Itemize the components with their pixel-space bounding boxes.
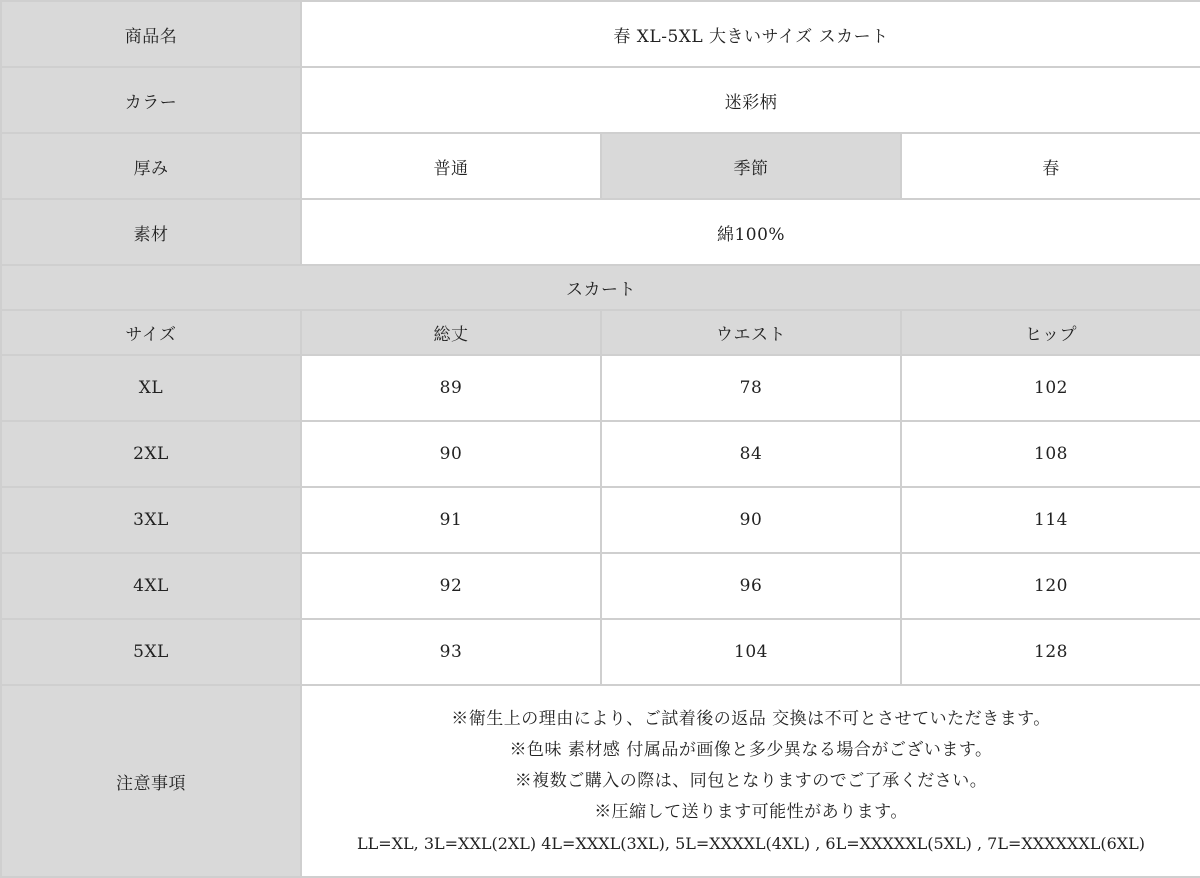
thickness-label: 厚み <box>1 133 301 199</box>
notes-content <box>301 685 1200 877</box>
waist-cell: 90 <box>601 487 901 553</box>
thickness-season-row <box>1 133 1200 199</box>
header-size: サイズ <box>1 310 301 355</box>
material-label: 素材 <box>1 199 301 265</box>
size-cell: 4XL <box>1 553 301 619</box>
total-length-cell: 90 <box>301 421 601 487</box>
product-name-label: 商品名 <box>1 1 301 67</box>
color-label: カラー <box>1 67 301 133</box>
total-length-cell: 93 <box>301 619 601 685</box>
hip-cell: 120 <box>901 553 1200 619</box>
note-line: ※圧縮して送ります可能性があります。 <box>594 801 908 822</box>
size-cell: 5XL <box>1 619 301 685</box>
total-length-cell: 91 <box>301 487 601 553</box>
waist-cell: 96 <box>601 553 901 619</box>
note-line: ※複数ご購入の際は、同包となりますのでご了承ください。 <box>514 770 988 791</box>
hip-cell: 102 <box>901 355 1200 421</box>
table-row <box>1 553 1200 619</box>
size-table-title-row <box>1 265 1200 310</box>
hip-cell: 128 <box>901 619 1200 685</box>
table-row <box>1 487 1200 553</box>
product-name-value: 春 XL-5XL 大きいサイズ スカート <box>301 1 1200 67</box>
material-value: 綿100% <box>301 199 1200 265</box>
table-row <box>1 355 1200 421</box>
note-line: ※衛生上の理由により、ご試着後の返品 交換は不可とさせていただきます。 <box>451 708 1051 729</box>
note-line: ※色味 素材感 付属品が画像と多少異なる場合がございます。 <box>509 739 993 760</box>
size-header-row <box>1 310 1200 355</box>
total-length-cell: 92 <box>301 553 601 619</box>
season-value: 春 <box>901 133 1200 199</box>
notes-row <box>1 685 1200 877</box>
waist-cell: 84 <box>601 421 901 487</box>
size-cell: 3XL <box>1 487 301 553</box>
table-row <box>1 421 1200 487</box>
header-total-length: 総丈 <box>301 310 601 355</box>
size-cell: 2XL <box>1 421 301 487</box>
hip-cell: 108 <box>901 421 1200 487</box>
color-value: 迷彩柄 <box>301 67 1200 133</box>
hip-cell: 114 <box>901 487 1200 553</box>
notes-label: 注意事項 <box>1 685 301 877</box>
total-length-cell: 89 <box>301 355 601 421</box>
waist-cell: 104 <box>601 619 901 685</box>
table-row <box>1 619 1200 685</box>
header-hip: ヒップ <box>901 310 1200 355</box>
header-waist: ウエスト <box>601 310 901 355</box>
color-row <box>1 67 1200 133</box>
size-table-title: スカート <box>1 265 1200 310</box>
product-name-row <box>1 1 1200 67</box>
thickness-value: 普通 <box>301 133 601 199</box>
size-conversion-line: LL=XL, 3L=XXL(2XL) 4L=XXXL(3XL), 5L=XXXXL(4XL) , 6L=XXXXXL(5XL) , 7L=XXXXXXL(6XL) <box>357 833 1146 853</box>
waist-cell: 78 <box>601 355 901 421</box>
size-cell: XL <box>1 355 301 421</box>
material-row <box>1 199 1200 265</box>
season-label: 季節 <box>601 133 901 199</box>
